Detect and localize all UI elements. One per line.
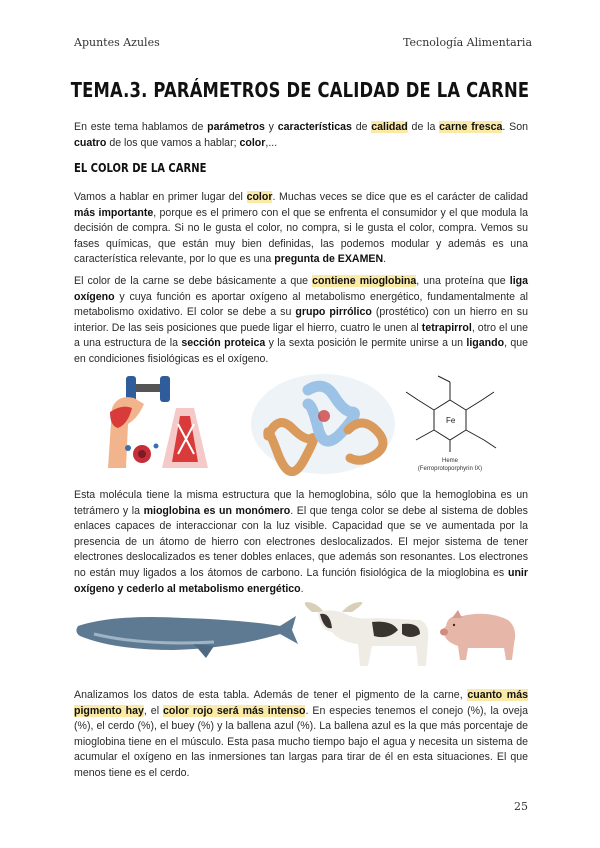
intro-paragraph: En este tema hablamos de parámetros y características de calidad de la carne fresca. Son cuatro de los que vamos a hablar; color,... [74,121,528,149]
myoglobin-structure [248,372,398,476]
muscle-illustration [98,368,244,480]
page-number: 25 [514,800,528,813]
heme-caption-1: Heme [441,458,459,464]
header-right: Tecnología Alimentaria [403,36,532,49]
pig-image [438,606,520,664]
paragraph-2: El color de la carne se debe básicamente a que contiene mioglobina, una proteína que liga oxígeno y cuya función es aportar oxígeno al metabolismo energético, fundamentalmente al metabolismo oxidativo. El color se debe a su grupo pirrólico (prostético) con un hierro en su interior. De las seis posiciones que puede ligar el hierro, cuatro le unen al tetrapirrol, otro el une a una estructura de la sección proteica y la sexta posición le permite unirse a un ligando, que en condiciones fisiológicas es el oxígeno. [74,275,529,365]
page-title: TEMA.3. PARÁMETROS DE CALIDAD DE LA CARNE [70,78,530,102]
paragraph-3: Esta molécula tiene la misma estructura que la hemoglobina, sólo que la hemoglobina es un tetrámero y la mioglobina es un monómero. El que tenga color se debe al sistema de dobles enlaces capaces de interaccionar con la luz visible. Capacidad que se ve aumentada por la presencia de un átomo de hierro con electrones deslocalizados. El mejor sistema de tener electrones deslocalizados es tener dobles enlaces, que además son resonantes. Los electrones no están muy ligados a los átomos de carbono. La función fisiológica de la mioglobina es unir oxígeno y cederlo al metabolismo energético. [74,489,528,595]
paragraph-4: Analizamos los datos de esta tabla. Además de tener el pigmento de la carne, cuanto más pigmento hay, el color rojo será más intenso. En especies tenemos el conejo (%), la oveja (%), el cerdo (%), el buey (%) y la ballena azul (%). La ballena azul es la que más porcentaje de mioglobina tiene en el músculo. Esta pasa mucho tiempo bajo el agua y necesita un sistema de acumular el oxígeno en las inmersiones tan largas para tirar de él en esta situaciones. El que menos tiene es el cerdo. [74,689,528,779]
heme-caption-2: (Ferroprotoporphyrin IX) [417,466,483,472]
header-left: Apuntes Azules [74,36,160,49]
heme-structure [398,370,502,474]
svg-text:Fe: Fe [446,416,456,425]
paragraph-1: Vamos a hablar en primer lugar del color. Muchas veces se dice que es el carácter de calidad más importante, porque es el primero con el que se enfrenta el consumidor y el que modula la decisión de compra. Si no le gusta el color, no compra, si le gusta el color, compra. Vemos su fases químicas, que están muy bien definidas, las podemos modular y además es una característica relevante, por lo que es una pregunta de EXAMEN. [74,191,529,266]
section-title: EL COLOR DE LA CARNE [74,160,207,175]
ox-image [302,600,436,670]
blue-whale-image [74,604,300,662]
